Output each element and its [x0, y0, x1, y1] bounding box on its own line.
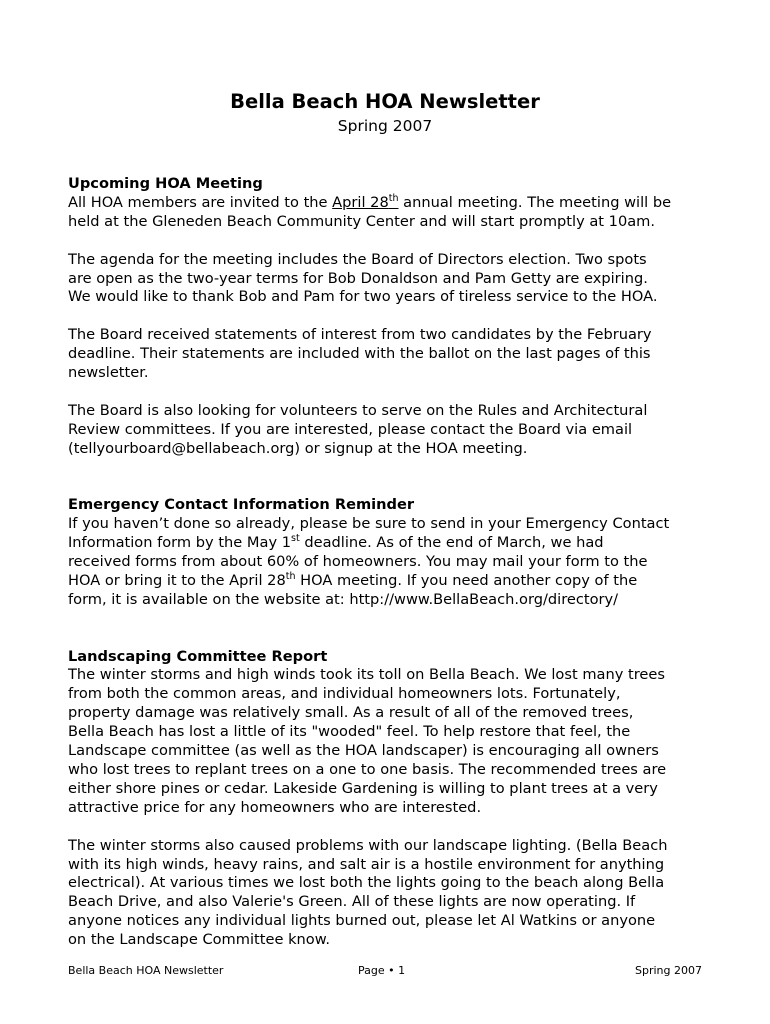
meeting-p1-line2: held at the Gleneden Beach Community Center and will start promptly at 10am.	[68, 212, 656, 230]
landscaping-p2-line: The winter storms also caused problems with our landscape lighting. (Bella Beach	[68, 836, 668, 854]
landscaping-p2-line: anyone notices any individual lights burned out, please let Al Watkins or anyone	[68, 912, 656, 930]
landscaping-paragraph-2	[68, 837, 718, 950]
newsletter-subtitle: Spring 2007	[337, 117, 433, 135]
meeting-paragraph-4	[68, 402, 718, 459]
meeting-paragraph-2	[68, 251, 718, 308]
meeting-p4-line3: (tellyourboard@bellabeach.org) or signup at the HOA meeting.	[68, 439, 528, 457]
section-heading-meeting: Upcoming HOA Meeting	[68, 175, 263, 192]
section-heading-emergency: Emergency Contact Information Reminder	[68, 496, 415, 514]
landscaping-p1-line: Landscape committee (as well as the HOA landscaper) is encouraging all owners	[68, 742, 659, 760]
emergency-line4: HOA or bring it to the April 28th HOA meeting. If you need another copy of the	[68, 570, 638, 589]
landscaping-paragraph-1	[68, 666, 718, 817]
emergency-line1: If you haven’t done so already, please be sure to send in your Emergency Contact	[68, 515, 670, 533]
landscaping-p2-line: on the Landscape Committee know.	[68, 931, 330, 949]
section-heading-landscaping: Landscaping Committee Report	[68, 647, 328, 665]
landscaping-p1-line: The winter storms and high winds took its toll on Bella Beach. We lost many trees	[68, 666, 665, 684]
landscaping-p2-line: electrical). At various times we lost both the lights going to the beach along Bella	[68, 874, 665, 892]
landscaping-p2-line: with its high winds, heavy rains, and salt air is a hostile environment for anything	[68, 855, 665, 873]
meeting-p3-line3: newsletter.	[68, 364, 149, 382]
landscaping-p1-line: who lost trees to replant trees on a one to one basis. The recommended trees are	[68, 761, 667, 779]
meeting-p2-line3: We would like to thank Bob and Pam for two years of tireless service to the HOA.	[68, 288, 658, 306]
newsletter-body	[68, 175, 718, 950]
page-footer	[68, 964, 702, 980]
emergency-line2: Information form by the May 1st deadline. As of the end of March, we had	[68, 533, 604, 552]
meeting-p4-line2: Review committees. If you are interested, please contact the Board via email	[68, 420, 633, 438]
meeting-p1-line1: All HOA members are invited to the April 28th annual meeting. The meeting will be	[68, 192, 672, 211]
footer-edition: Spring 2007	[635, 964, 702, 977]
meeting-p3-line2: deadline. Their statements are included with the ballot on the last pages of this	[68, 345, 651, 363]
landscaping-p1-line: property damage was relatively small. As a result of all of the removed trees,	[68, 704, 634, 722]
emergency-line5: form, it is available on the website at: http://www.BellaBeach.org/directory/	[68, 590, 619, 608]
landscaping-p1-line: from both the common areas, and individual homeowners lots. Fortunately,	[68, 685, 621, 703]
landscaping-p1-line: Bella Beach has lost a little of its "wooded" feel. To help restore that feel, the	[68, 723, 631, 741]
landscaping-p1-line: attractive price for any homeowners who are interested.	[68, 798, 482, 816]
emergency-line3: received forms from about 60% of homeowners. You may mail your form to the	[68, 553, 648, 571]
meeting-p4-line1: The Board is also looking for volunteers to serve on the Rules and Architectural	[68, 401, 648, 419]
footer-title: Bella Beach HOA Newsletter	[68, 964, 224, 977]
meeting-date: April 28th	[332, 192, 399, 211]
meeting-paragraph-3	[68, 326, 718, 383]
footer-page-number: Page • 1	[358, 964, 406, 977]
meeting-p2-line1: The agenda for the meeting includes the Board of Directors election. Two spots	[68, 250, 647, 268]
emergency-paragraph	[68, 515, 718, 610]
landscaping-p2-line: Beach Drive, and also Valerie's Green. All of these lights are now operating. If	[68, 893, 636, 911]
landscaping-p1-line: either shore pines or cedar. Lakeside Gardening is willing to plant trees at a very	[68, 779, 658, 797]
meeting-p3-line1: The Board received statements of interest from two candidates by the February	[68, 326, 652, 344]
newsletter-title: Bella Beach HOA Newsletter	[230, 90, 540, 113]
meeting-p2-line2: are open as the two-year terms for Bob Donaldson and Pam Getty are expiring.	[68, 269, 648, 287]
meeting-paragraph-1	[68, 194, 718, 232]
